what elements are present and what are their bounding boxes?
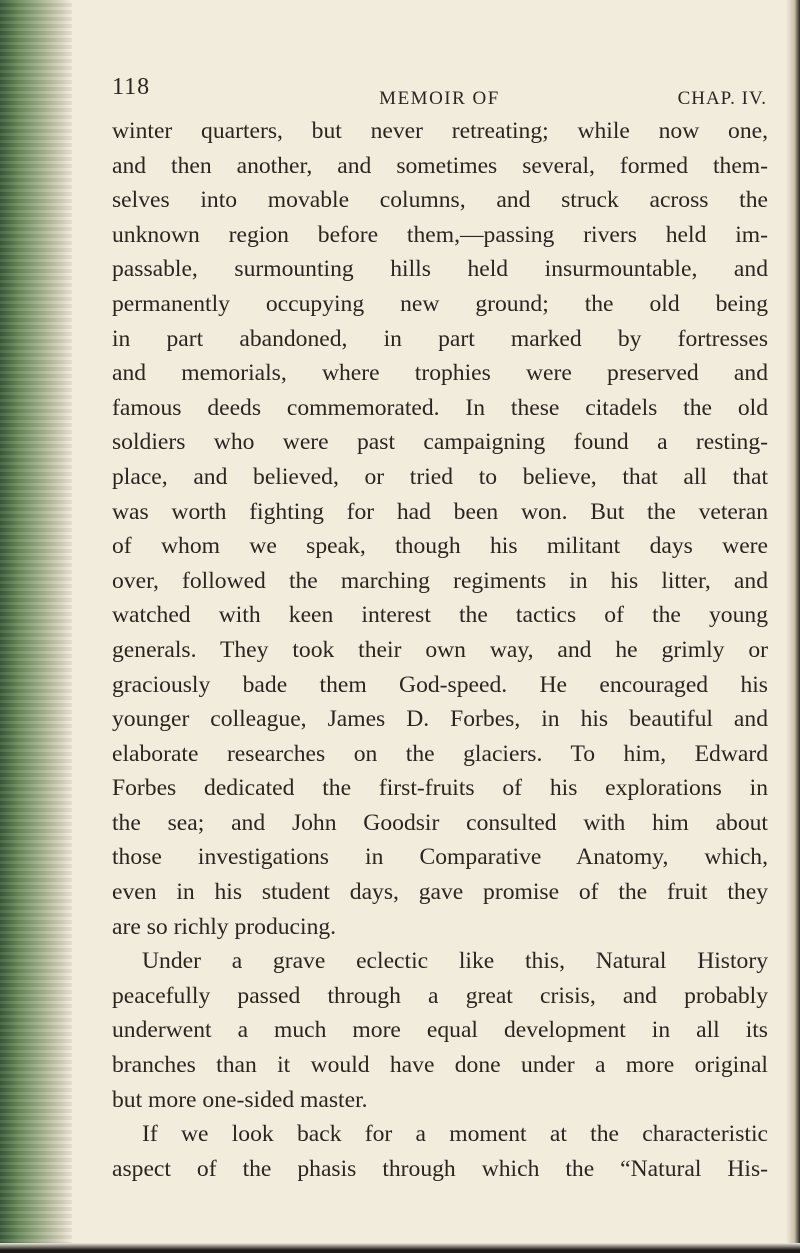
text-line: the sea; and John Goodsir consulted with him about [112,809,768,836]
text-line: Forbes dedicated the first-fruits of his explorations in [112,775,768,802]
text-line: even in his student days, gave promise of the fruit they [112,879,768,906]
paragraph [112,1117,768,1186]
text-line: Under a grave eclectic like this, Natural History [142,948,768,975]
text-line: of whom we speak, though his militant days were [112,533,768,560]
body-text [112,114,768,1186]
page-gutter-shadow [0,0,72,1253]
text-line: underwent a much more equal development in all its [112,1017,768,1044]
text-line: aspect of the phasis through which the “Natural His- [112,1155,768,1182]
text-line: and then another, and sometimes several, formed them- [112,152,768,179]
text-line: in part abandoned, in part marked by fortresses [112,325,768,352]
text-line: over, followed the marching regiments in his litter, and [112,567,768,594]
text-line: soldiers who were past campaigning found a resting- [112,429,768,456]
text-line: peacefully passed through a great crisis, and probably [112,982,768,1009]
text-line: watched with keen interest the tactics of the young [112,602,768,629]
chapter-label: CHAP. IV. [677,88,767,109]
page-number: 118 [112,74,151,100]
page-edge [786,0,800,1253]
text-line: generals. They took their own way, and he grimly or [112,636,768,663]
text-line: famous deeds commemorated. In these citadels the old [112,394,768,421]
text-line: and memorials, where trophies were preserved and [112,360,768,387]
text-line: selves into movable columns, and struck across the [112,187,768,214]
page-bottom-edge [0,1243,800,1253]
text-line: younger colleague, James D. Forbes, in his beautiful and [112,706,768,733]
text-line: those investigations in Comparative Anatomy, which, [112,844,768,871]
text-line: unknown region before them,—passing rivers held im- [112,221,768,248]
text-line: winter quarters, but never retreating; while now one, [112,118,768,144]
text-line: graciously bade them God-speed. He encouraged his [112,671,768,698]
running-title: MEMOIR OF [379,88,500,109]
paragraph [112,944,768,1117]
text-line: place, and believed, or tried to believe, that all that [112,463,768,490]
text-line: elaborate researches on the glaciers. To him, Edward [112,740,768,767]
text-line: If we look back for a moment at the characteristic [142,1121,768,1148]
text-line: are so richly producing. [112,913,337,940]
text-line: branches than it would have done under a more original [112,1052,768,1079]
text-line: permanently occupying new ground; the old being [112,290,768,317]
text-line: was worth fighting for had been won. But the veteran [112,498,768,525]
running-header [112,70,767,110]
text-line: passable, surmounting hills held insurmountable, and [112,256,768,283]
paragraph [112,114,768,944]
text-line: but more one-sided master. [112,1086,368,1113]
